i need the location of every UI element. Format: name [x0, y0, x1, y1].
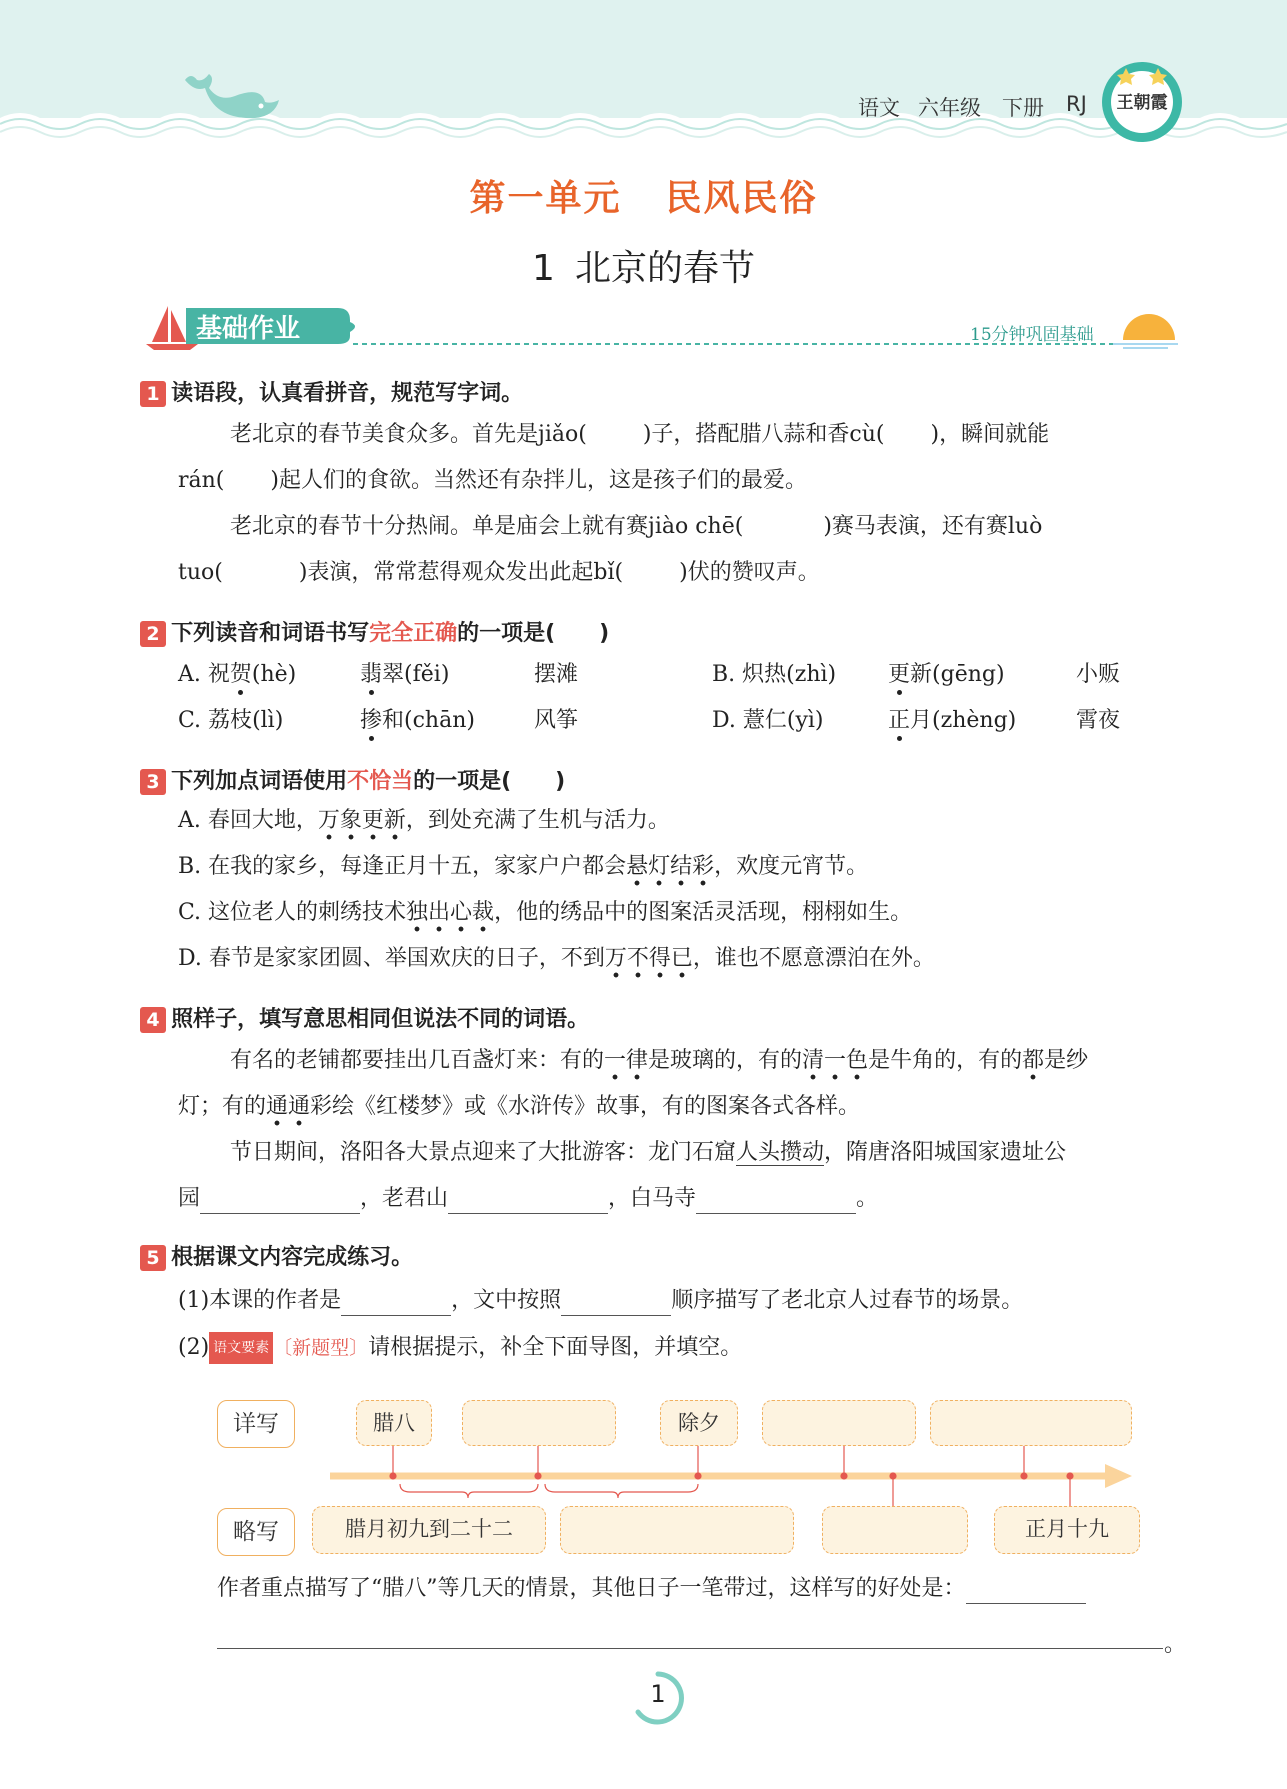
q5-order-blank[interactable] [561, 1291, 671, 1316]
q2-text: D. 薏 [712, 708, 765, 733]
q4-blank-2[interactable] [448, 1189, 608, 1214]
q4-text: 彩绘《红楼梦》或《水浒传》故事，有的图案各式各样。 [310, 1094, 861, 1119]
q5-benefit-blank-2[interactable] [217, 1648, 1163, 1649]
q2-text: B. 炽 [712, 662, 765, 687]
q4-dotted-word: 通通 [266, 1094, 310, 1127]
q1-para2-line1 [230, 512, 1042, 542]
q2-option-a[interactable] [178, 660, 296, 690]
q3-text: C. 这位老人的刺绣技术 [178, 900, 407, 925]
q1-text: )伏的赞叹声。 [679, 560, 820, 585]
q2-text: (lì) [252, 708, 284, 733]
brief-label: 略写 [217, 1508, 295, 1556]
q4-text: 有名的老铺都要挂出几百盏灯来：有的 [230, 1048, 605, 1073]
q5-text: ，文中按照 [451, 1288, 562, 1313]
q2-text: (zhì) [786, 662, 837, 687]
q5-sub3 [217, 1574, 1086, 1604]
q1-para1-line1 [230, 420, 1049, 450]
q3-dotted-word: 悬灯结彩 [626, 854, 714, 887]
q3-text: ，欢度元宵节。 [714, 854, 869, 879]
q2-option-a-word2 [360, 660, 449, 690]
q1-text: 老北京的春节十分热闹。单是庙会上就有赛jiào chē( [230, 514, 744, 539]
q2-option-d-word2 [888, 706, 1016, 736]
q2-text: C. 荔 [178, 708, 231, 733]
q2-option-c-word3: 风筝 [534, 708, 579, 733]
q2-option-b-word2 [888, 660, 1005, 690]
q5-author-blank[interactable] [341, 1291, 451, 1316]
lesson-number: 1 [532, 248, 555, 289]
q3-text: ，他的绣品中的图案活灵活现，栩栩如生。 [494, 900, 913, 925]
q4-text: 园 [178, 1186, 201, 1211]
q2-text: 热 [764, 662, 787, 687]
q1-text: )子，搭配腊八蒜和香cù( [642, 422, 885, 447]
q4-text: 是纱 [1044, 1048, 1089, 1073]
q2-text: A. 祝 [178, 662, 230, 687]
q3-dotted-word: 万不得已 [605, 946, 693, 979]
header-volume: 下册 [1002, 96, 1044, 120]
q3-header [140, 764, 565, 795]
q1-text: rán( [178, 468, 225, 493]
q4-blank-3[interactable] [696, 1189, 856, 1214]
q4-para1-line2 [178, 1092, 860, 1122]
q2-header [140, 616, 609, 647]
q3-text: D. 春节是家家团圆、举国欢庆的日子，不到 [178, 946, 605, 971]
bottom-node-4: 正月十九 [994, 1506, 1140, 1554]
header-subject: 语文 [858, 96, 900, 120]
q3-title-highlight: 不恰当 [347, 769, 414, 794]
q2-text: (zhèng) [932, 708, 1017, 733]
q4-title: 照样子，填写意思相同但说法不同的词语。 [171, 1007, 590, 1032]
q4-text: 灯；有的 [178, 1094, 267, 1119]
q2-text: 贺 [229, 662, 252, 687]
page-number: 1 [650, 1680, 666, 1708]
q2-title-pre: 下列读音和词语书写 [171, 621, 370, 646]
q3-title-pre: 下列加点词语使用 [171, 769, 348, 794]
q2-text: (gēng) [932, 662, 1005, 687]
bottom-node-1: 腊月初九到二十二 [312, 1506, 546, 1554]
q4-para2-line2 [178, 1184, 878, 1214]
unit-title [0, 170, 1287, 221]
lesson-title [0, 240, 1287, 291]
q3-number: 3 [140, 769, 166, 795]
detail-label: 详写 [217, 1400, 295, 1448]
q3-text: A. 春回大地， [178, 808, 318, 833]
q3-title [171, 769, 565, 794]
q4-dotted-word: 清一色 [802, 1048, 868, 1081]
unit-theme: 民风民俗 [665, 178, 818, 219]
q2-text: (chān) [404, 708, 475, 733]
q5-text: 作者重点描写了“腊八”等几天的情景，其他日子一笔带过，这样写的好处是： [217, 1576, 966, 1601]
q2-text: 枝 [230, 708, 253, 733]
q1-text: )，瞬间就能 [930, 422, 1050, 447]
q2-text: 和 [382, 708, 405, 733]
q4-dotted-word: 一律 [604, 1048, 648, 1081]
q2-text: (yì) [786, 708, 824, 733]
q3-option-a[interactable] [178, 806, 670, 836]
q4-header [140, 1002, 589, 1033]
q2-option-c-word2 [360, 706, 475, 736]
top-node-2-blank[interactable] [462, 1400, 616, 1446]
q3-dotted-word: 独出心裁 [406, 900, 494, 933]
top-node-1: 腊八 [356, 1400, 432, 1446]
unit-number: 第一单元 [469, 178, 622, 219]
q4-para2-line1 [230, 1138, 1066, 1168]
section-time-note: 15分钟巩固基础 [970, 325, 1094, 345]
lesson-name: 北京的春节 [574, 248, 755, 289]
q2-option-d[interactable] [712, 706, 824, 736]
q2-text: 翡 [360, 662, 383, 687]
q3-option-c[interactable] [178, 898, 912, 928]
q2-title-post: 的一项是( ) [457, 621, 610, 646]
q4-text: ，老君山 [360, 1186, 449, 1211]
q5-text: 顺序描写了老北京人过春节的场景。 [671, 1288, 1024, 1313]
q2-text: (fěi) [404, 662, 450, 687]
q1-text: )赛马表演，还有赛luò [823, 514, 1043, 539]
brand-name: 王朝霞 [1116, 93, 1168, 113]
q4-text: ，隋唐洛阳城国家遗址公 [824, 1140, 1067, 1165]
q2-option-d-word3: 霄夜 [1076, 708, 1121, 733]
q2-text: 新 [910, 662, 933, 687]
q1-text: )表演，常常惹得观众发出此起bǐ( [298, 560, 624, 585]
q5-text: (1)本课的作者是 [178, 1288, 342, 1313]
q5-sub2 [178, 1332, 742, 1364]
q5-sub1 [178, 1286, 1023, 1316]
q2-title-highlight: 完全正确 [369, 621, 458, 646]
q1-text: 老北京的春节美食众多。首先是jiǎo( [230, 422, 587, 447]
q4-blank-1[interactable] [200, 1189, 360, 1214]
q2-option-b-word3: 小贩 [1076, 662, 1121, 687]
q4-text: ，白马寺 [608, 1186, 697, 1211]
q3-text: B. 在我的家乡，每逢正月十五，家家户户都会 [178, 854, 627, 879]
q2-text: 更 [888, 662, 911, 687]
q5-text: (2) [178, 1335, 210, 1360]
q3-title-post: 的一项是( ) [413, 769, 566, 794]
q2-option-a-word3: 摆滩 [534, 662, 579, 687]
q4-underlined-word: 人头攒动 [736, 1140, 825, 1165]
bottom-node-2-blank[interactable] [560, 1506, 794, 1554]
q1-title: 读语段，认真看拼音，规范写字词。 [171, 381, 524, 406]
q4-text: 。 [856, 1186, 879, 1211]
q2-option-b[interactable] [712, 660, 836, 690]
q2-text: (hè) [251, 662, 297, 687]
header-edition: RJ [1066, 92, 1087, 116]
q2-text: 仁 [764, 708, 787, 733]
q4-para1-line1 [230, 1046, 1088, 1076]
q2-title [171, 621, 609, 646]
q1-para1-line2 [178, 466, 807, 496]
q4-text: 节日期间，洛阳各大景点迎来了大批游客：龙门石窟 [230, 1140, 737, 1165]
q5-tag-element: 语文要素 [209, 1332, 273, 1364]
q2-option-c[interactable] [178, 706, 283, 736]
q3-option-b[interactable] [178, 852, 868, 882]
section-label: 基础作业 [196, 314, 301, 344]
q4-dotted-word: 都 [1022, 1048, 1044, 1081]
q3-text: ，到处充满了生机与活力。 [405, 808, 670, 833]
q2-text: 翠 [382, 662, 405, 687]
q5-header [140, 1240, 413, 1271]
brand-logo [1100, 60, 1184, 144]
q1-text: )起人们的食欲。当然还有杂拌儿，这是孩子们的最爱。 [270, 468, 807, 493]
q4-text: 是玻璃的，有的 [648, 1048, 803, 1073]
top-node-5-blank[interactable] [930, 1400, 1132, 1446]
q5-title: 根据课文内容完成练习。 [171, 1245, 414, 1270]
q1-text: tuo( [178, 560, 223, 585]
bottom-node-3-blank[interactable] [822, 1506, 968, 1554]
q5-end-mark: 。 [1164, 1632, 1187, 1657]
top-node-4-blank[interactable] [762, 1400, 916, 1446]
q4-text: 是牛角的，有的 [868, 1048, 1023, 1073]
top-node-3: 除夕 [660, 1400, 738, 1446]
q1-header [140, 376, 523, 407]
q1-number: 1 [140, 381, 166, 407]
q3-text: ，谁也不愿意漂泊在外。 [692, 946, 935, 971]
q2-text: 正 [888, 708, 911, 733]
q5-number: 5 [140, 1245, 166, 1271]
whale-icon [175, 70, 285, 130]
q1-para2-line2 [178, 558, 820, 588]
q5-benefit-blank-1[interactable] [966, 1579, 1086, 1604]
q4-number: 4 [140, 1007, 166, 1033]
q3-dotted-word: 万象更新 [318, 808, 406, 841]
header-grade: 六年级 [918, 96, 981, 120]
q3-option-d[interactable] [178, 944, 935, 974]
q2-text: 掺 [360, 708, 383, 733]
q5-tag-new-type: 〔新题型〕 [273, 1337, 369, 1359]
q5-text: 请根据提示，补全下面导图，并填空。 [368, 1335, 743, 1360]
q2-text: 月 [910, 708, 933, 733]
q2-number: 2 [140, 621, 166, 647]
